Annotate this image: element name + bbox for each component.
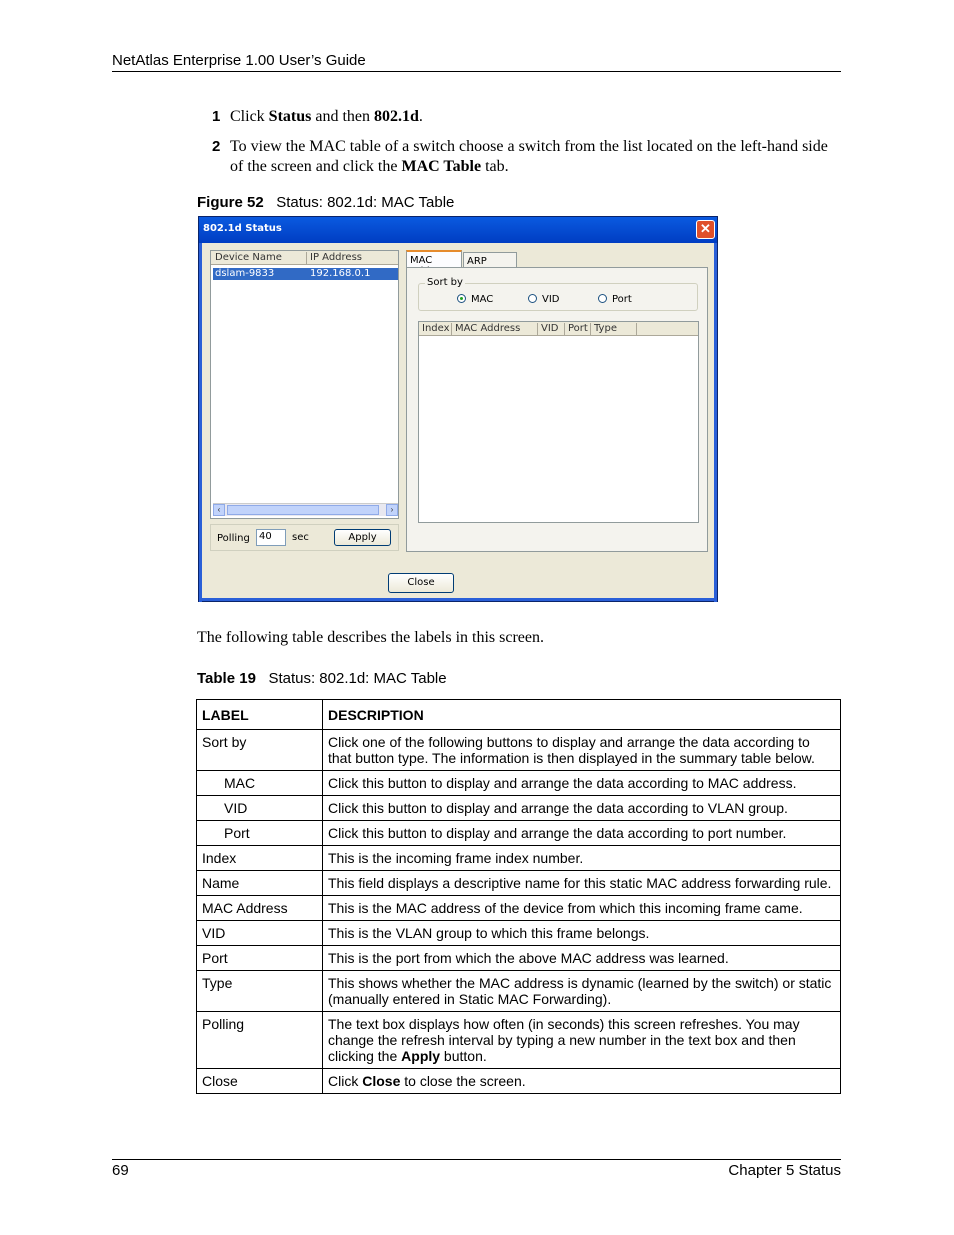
col-index[interactable]: Index — [419, 323, 452, 336]
sort-by-group — [418, 277, 698, 311]
dialog-titlebar — [199, 217, 717, 243]
table-row: Port This is the port from which the above MAC address was learned. — [197, 946, 841, 971]
footer-rule — [112, 1159, 841, 1160]
device-row-selected[interactable] — [213, 268, 398, 280]
step-number: 1 — [212, 108, 221, 125]
sort-radio-mac[interactable]: MAC — [457, 294, 493, 305]
scroll-left-icon[interactable]: ‹ — [213, 504, 225, 516]
mac-table-panel — [406, 267, 708, 552]
col-port[interactable]: Port — [565, 323, 591, 336]
tab-mac-table[interactable]: MAC — [406, 250, 462, 268]
mac-table — [418, 321, 699, 523]
table-row: Close Click Close to close the screen. — [197, 1069, 841, 1094]
page-number: 69 — [112, 1162, 129, 1179]
table-caption: Table 19 Status: 802.1d: MAC Table — [197, 670, 447, 687]
polling-unit: sec — [292, 532, 309, 543]
radio-icon — [528, 294, 537, 303]
col-device-name[interactable]: Device Name — [215, 252, 282, 263]
table-row: Name This field displays a descriptive name for this static MAC address forwarding rule. — [197, 871, 841, 896]
sort-radio-vid[interactable]: VID — [528, 294, 560, 305]
header-rule — [112, 71, 841, 72]
polling-group — [210, 524, 399, 551]
running-header: NetAtlas Enterprise 1.00 User’s Guide — [112, 52, 366, 69]
table-row: VID This is the VLAN group to which this frame belongs. — [197, 921, 841, 946]
table-row: MAC Address This is the MAC address of the device from which this incoming frame came. — [197, 896, 841, 921]
close-button[interactable]: Close — [388, 573, 454, 593]
label-description-table — [196, 699, 841, 1094]
col-type[interactable]: Type — [591, 323, 637, 336]
table-row: Polling The text box displays how often (in seconds) this screen refreshes. You may change the refresh interval by typing a new number in the text box and then clicking the Apply button. — [197, 1012, 841, 1069]
dialog-title: 802.1d Status — [203, 223, 282, 234]
device-list-header — [211, 251, 398, 265]
radio-selected-icon — [457, 294, 466, 303]
table-row: VID Click this button to display and arrange the data according to VLAN group. — [197, 796, 841, 821]
table-row: MAC Click this button to display and arrange the data according to MAC address. — [197, 771, 841, 796]
radio-icon — [598, 294, 607, 303]
polling-label: Polling — [217, 533, 250, 544]
intro-paragraph: The following table describes the labels in this screen. — [197, 629, 545, 646]
table-row: Index This is the incoming frame index number. — [197, 846, 841, 871]
sort-by-label: Sort by — [427, 277, 463, 288]
header-description: DESCRIPTION — [323, 700, 841, 730]
chapter-title: Chapter 5 Status — [728, 1162, 841, 1179]
step-number: 2 — [212, 138, 221, 155]
header-label: LABEL — [197, 700, 323, 730]
polling-input[interactable]: 40 — [256, 529, 286, 546]
table-row: Port Click this button to display and arrange the data according to port number. — [197, 821, 841, 846]
device-name: dslam-9833 — [215, 268, 275, 279]
device-ip: 192.168.0.1 — [310, 268, 371, 279]
horizontal-scrollbar[interactable] — [213, 503, 398, 516]
close-icon[interactable]: ✕ — [696, 220, 715, 239]
scroll-right-icon[interactable]: › — [386, 504, 398, 516]
table-row: Type This shows whether the MAC address is dynamic (learned by the switch) or static (manually entered in Static MAC Forwarding). — [197, 971, 841, 1012]
figure-caption: Figure 52 Status: 802.1d: MAC Table — [197, 194, 455, 211]
status-dialog — [198, 216, 718, 602]
tab-arp-table[interactable]: ARP — [463, 252, 517, 267]
sort-radio-port[interactable]: Port — [598, 294, 632, 305]
mac-table-header — [419, 322, 698, 336]
col-mac-address[interactable]: MAC Address — [452, 323, 538, 336]
table-header-row — [197, 700, 841, 730]
col-vid[interactable]: VID — [538, 323, 565, 336]
table-row: Sort by Click one of the following buttons to display and arrange the data according to that button type. The information is then displayed in the summary table below. — [197, 730, 841, 771]
step-text: To view the MAC table of a switch choose a switch from the list located on the left-hand side of the screen and click the MAC Table tab. — [230, 138, 828, 175]
apply-button[interactable]: Apply — [334, 529, 391, 546]
step-text: Click Status and then 802.1d. — [230, 108, 423, 125]
device-list — [210, 250, 399, 519]
scroll-thumb[interactable] — [227, 505, 379, 515]
col-ip-address[interactable]: IP Address — [306, 252, 362, 265]
